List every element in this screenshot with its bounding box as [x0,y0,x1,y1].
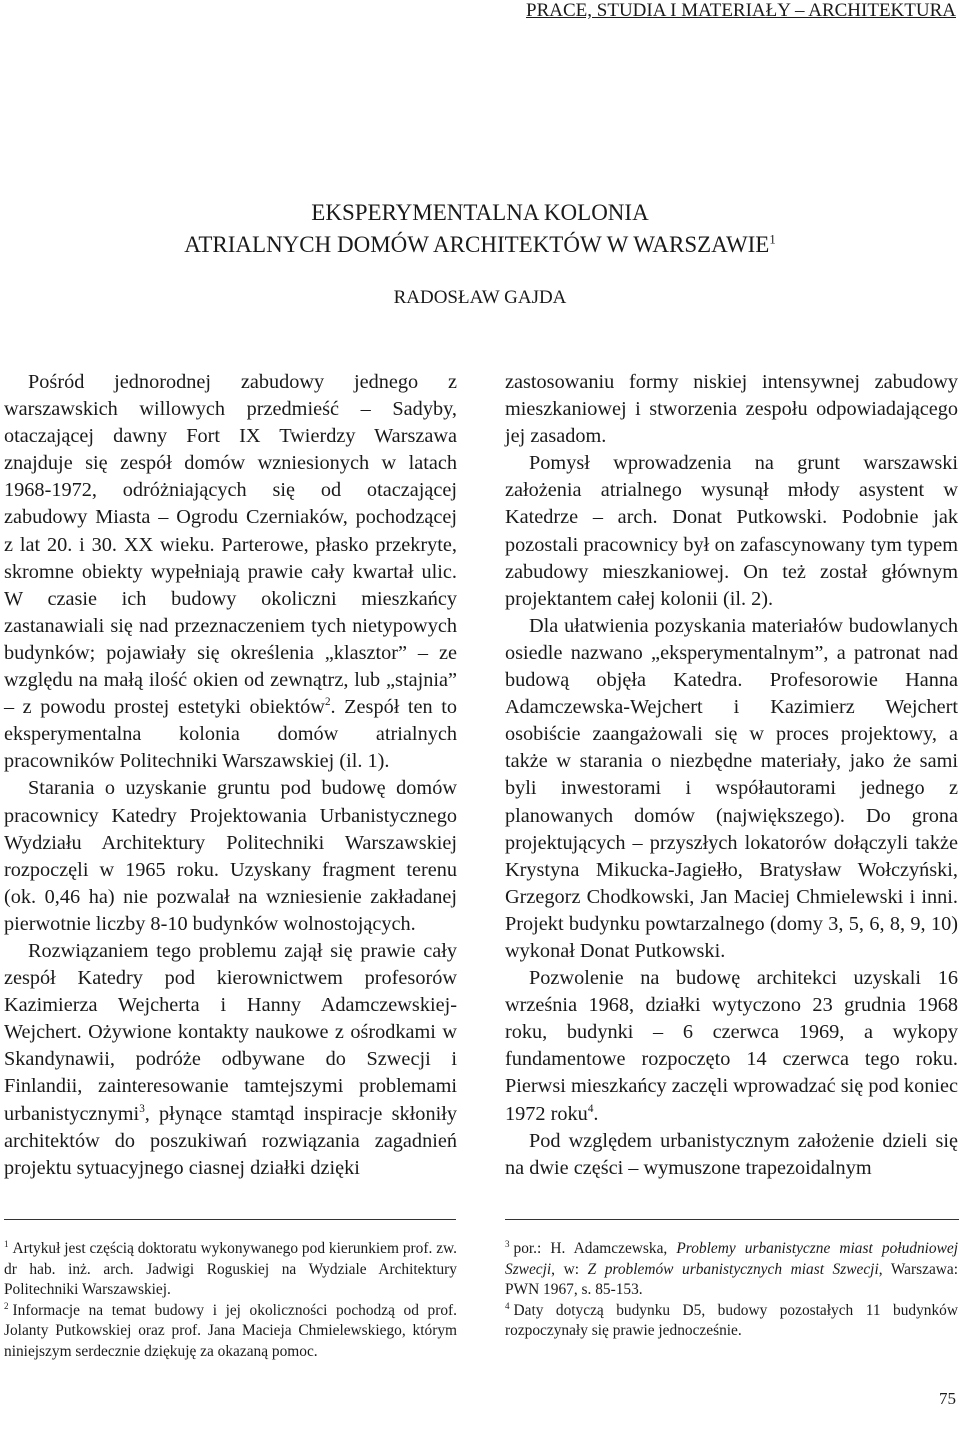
paragraph: Pośród jednorodnej zabudowy jednego z warszawskich willowych przedmieść – Sadyby, otaczającej dawny Fort IX Twierdzy Warszawa znajduje się zespół domów wzniesionych w latach 1968-1972, odróżniających się od otaczającej zabudowy Miasta – Ogrodu Czerniaków, pochodzącej z lat 20. i 30. XX wieku. Parterowe, płasko przekryte, skromne obiekty wypełniają prawie cały kwartał ulic. W czasie ich budowy okoliczni mieszkańcy zastanawiali się nad przeznaczeniem tych nietypowych budynków; pojawiały się określenia „klasztor” – ze względu na małą ilość okien od zewnątrz, lub „stajnia” – z powodu prostej estetyki obiektów$^2$. Zespół ten to eksperymentalna kolonia domów atrialnych pracowników Politechniki Warszawskiej (il. 1). [4,371,457,773]
paragraph: Pozwolenie na budowę architekci uzyskali 16 września 1968, działki wytyczono 23 grudnia 1968 roku, budynki – 6 czerwca 1969, a wykopy fundamentowe rozpoczęto 14 czerwca tego roku. Pierwsi mieszkańcy zaczęli wprowadzać się pod koniec 1972 roku$^4$. [505,967,958,1125]
footnote-number: 1 [4,1238,9,1249]
paragraph: Dla ułatwienia pozyskania materiałów budowlanych osiedle nazwano „eksperymentalnym”, a patronat nad budową objęła Katedra. Profesorowie Hanna Adamczewska-Wejchert i Kazimierz Wejchert osobiście zaangażowali się w proces projektowy, a także w starania o niezbędne materiały, jako że sami byli inwestorami i współautorami jednego z planowanych domów (największego). Do grona projektujących – przyszłych lokatorów dołączyli także Krystyna Mikucka-Jagiełło, Bratysław Wołczyński, Grzegorz Chodkowski, Jan Maciej Chmielewski i inni. Projekt budynku powtarzalnego (domy 3, 5, 6, 8, 9, 10) wykonał Donat Putkowski. [505,614,958,962]
footnote-ref-1[interactable]: 1 [769,232,776,247]
footnote-number: 3 [505,1238,510,1249]
footnote-number: 4 [505,1300,510,1311]
paragraph: Rozwiązaniem tego problemu zajął się prawie cały zespół Katedry pod kierownictwem profesorów Kazimierza Wejcherta i Hanny Adamczewskiej-Wejchert. Ożywione kontakty naukowe z ośrodkami w Skandynawii, podróże odbywane do Szwecji i Finlandii, zainteresowanie tamtejszymi problemami urbanistycznymi$^3$, płynące stamtąd inspiracje skłoniły architektów do poszukiwań rozwiązania zagadnień projektu sytuacyjnego ciasnej działki dzięki [4,939,457,1179]
cited-title: Problemy urbanistyczne miast południowej Szwecji [505,1240,958,1278]
footnote-4: $^4$ Daty dotyczą budynku D5, budowy pozostałych 11 budynków rozpoczynały się prawie jednocześnie. [505,1300,958,1340]
footnote-divider-left [4,1219,456,1220]
article-title [0,197,960,261]
footnote-2: $^2$ Informacje na temat budowy i jej okoliczności pochodzą od prof. Jolanty Putkowskiej oraz prof. Jana Macieja Chmielewskiego, którym niniejszym serdecznie dziękuję za okazaną pomoc. [4,1300,457,1360]
footnote-ref-3[interactable]: 3 [139,1102,145,1115]
paragraph: Pod względem urbanistycznym założenie dzieli się na dwie części – wymuszone trapezoidalnym [505,1129,958,1179]
author-name: RADOSŁAW GAJDA [393,287,567,308]
footnote-divider-right [505,1219,959,1220]
paragraph: Starania o uzyskanie gruntu pod budowę domów pracownicy Katedry Projektowania Urbanistycznego Wydziału Architektury Politechniki Warszawskiej rozpoczęli w 1965 roku. Uzyskany fragment terenu (ok. 0,46 ha) nie pozwalał na wzniesienie zakładanej pierwotnie liczby 8-10 budynków wolnostojących. [4,777,457,935]
footnote-1: $^1$ Artykuł jest częścią doktoratu wykonywanego pod kierunkiem prof. zw. dr hab. inż. arch. Jadwigi Roguskiej na Wydziale Architektury Politechniki Warszawskiej. [4,1238,457,1299]
running-header: PRACE, STUDIA I MATERIAŁY – ARCHITEKTURA [526,0,956,21]
footnote-number: 2 [4,1300,9,1311]
paragraph: zastosowaniu formy niskiej intensywnej zabudowy mieszkaniowej i stworzenia zespołu odpowiadającego jej zasadom. [505,371,958,448]
title-line-2: ATRIALNYCH DOMÓW ARCHITEKTÓW W WARSZAWIE$^1$ [184,232,776,257]
footnotes-left [4,1239,457,1363]
title-line-1: EKSPERYMENTALNA KOLONIA [311,200,649,225]
right-text-column [505,369,958,1182]
page-number: 75 [939,1389,956,1408]
footnote-ref-2[interactable]: 2 [324,696,331,709]
paragraph: Pomysł wprowadzenia na grunt warszawski założenia atrialnego wysunął młody asystent w Katedrze – arch. Donat Putkowski. Podobnie jak pozostali pracownicy był on zafascynowany tym typem zabudowy mieszkaniowej. On też został głównym projektantem całej kolonii (il. 2). [505,452,958,610]
left-text-column [4,369,457,1182]
footnote-3: $^3$ por.: H. Adamczewska, Problemy urbanistyczne miast południowej Szwecji, w: Z problemów urbanistycznych miast Szwecji, Warszawa: PWN 1967, s. 85-153. [505,1238,958,1299]
footnotes-right [505,1239,958,1342]
cited-book-title: Z problemów urbanistycznych miast Szwecji [587,1260,879,1278]
footnote-ref-4[interactable]: 4 [587,1102,594,1115]
